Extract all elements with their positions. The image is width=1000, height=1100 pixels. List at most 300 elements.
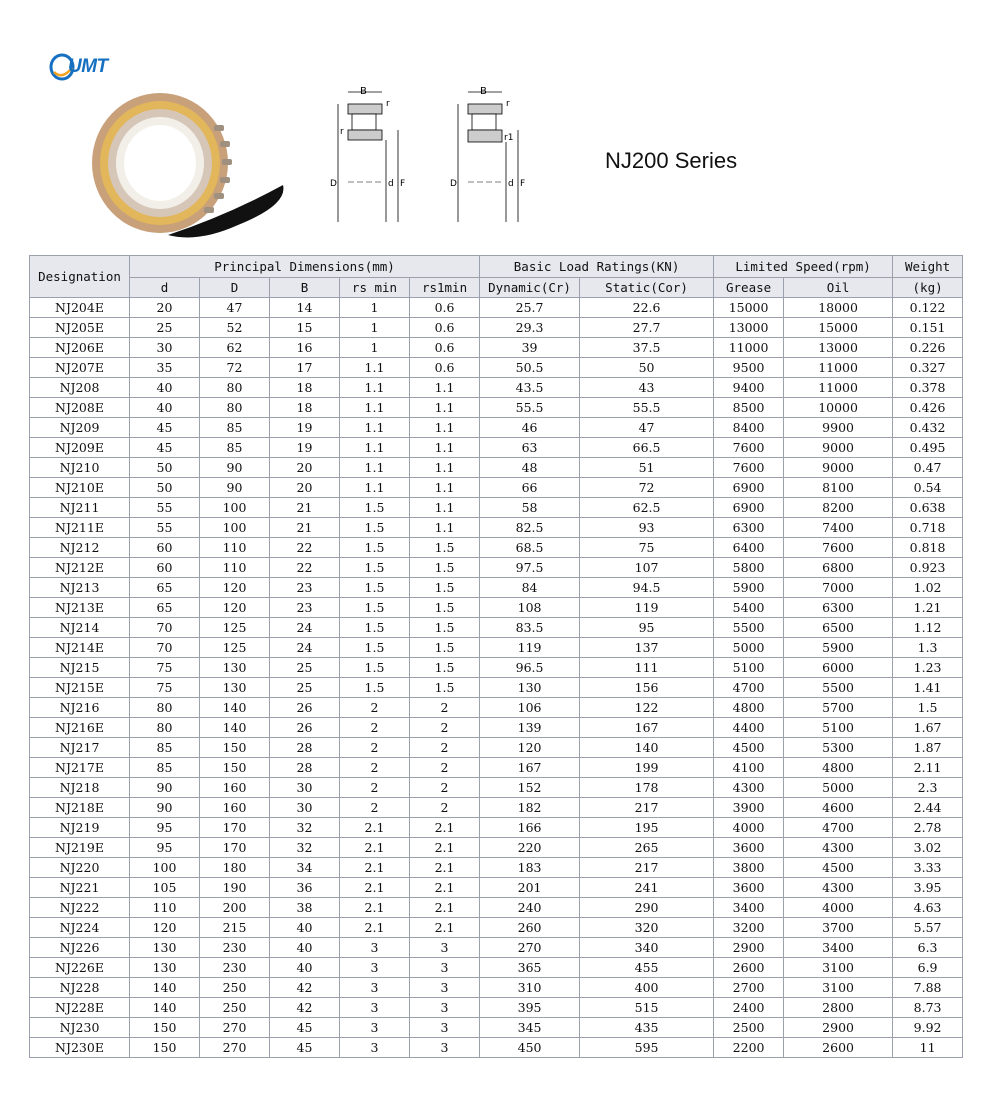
value-cell: 1.1 xyxy=(410,478,480,498)
value-cell: 1.1 xyxy=(340,438,410,458)
value-cell: 62 xyxy=(200,338,270,358)
value-cell: 1.5 xyxy=(410,658,480,678)
value-cell: 120 xyxy=(200,578,270,598)
value-cell: 8400 xyxy=(714,418,784,438)
value-cell: 90 xyxy=(200,458,270,478)
designation-cell: NJ214E xyxy=(30,638,130,658)
svg-text:D: D xyxy=(450,179,457,189)
value-cell: 5.57 xyxy=(893,918,963,938)
value-cell: 215 xyxy=(200,918,270,938)
value-cell: 50 xyxy=(130,478,200,498)
table-row xyxy=(30,578,963,598)
value-cell: 1.5 xyxy=(410,538,480,558)
value-cell: 170 xyxy=(200,818,270,838)
value-cell: 85 xyxy=(200,418,270,438)
value-cell: 1.5 xyxy=(893,698,963,718)
value-cell: 63 xyxy=(480,438,580,458)
value-cell: 50 xyxy=(580,358,714,378)
table-row xyxy=(30,1038,963,1058)
value-cell: 22.6 xyxy=(580,298,714,318)
value-cell: 51 xyxy=(580,458,714,478)
value-cell: 1.1 xyxy=(410,518,480,538)
table-row xyxy=(30,998,963,1018)
value-cell: 11000 xyxy=(784,378,893,398)
value-cell: 0.638 xyxy=(893,498,963,518)
value-cell: 3700 xyxy=(784,918,893,938)
value-cell: 270 xyxy=(200,1018,270,1038)
value-cell: 1.23 xyxy=(893,658,963,678)
value-cell: 2.1 xyxy=(340,918,410,938)
value-cell: 5900 xyxy=(714,578,784,598)
value-cell: 1 xyxy=(340,298,410,318)
value-cell: 4.63 xyxy=(893,898,963,918)
value-cell: 3.33 xyxy=(893,858,963,878)
value-cell: 167 xyxy=(580,718,714,738)
value-cell: 2.1 xyxy=(410,918,480,938)
designation-cell: NJ221 xyxy=(30,878,130,898)
value-cell: 24 xyxy=(270,638,340,658)
value-cell: 25 xyxy=(270,658,340,678)
value-cell: 3 xyxy=(410,978,480,998)
value-cell: 6.3 xyxy=(893,938,963,958)
value-cell: 6300 xyxy=(784,598,893,618)
table-row xyxy=(30,678,963,698)
value-cell: 2400 xyxy=(714,998,784,1018)
designation-cell: NJ219E xyxy=(30,838,130,858)
designation-cell: NJ212E xyxy=(30,558,130,578)
value-cell: 11000 xyxy=(784,358,893,378)
value-cell: 0.923 xyxy=(893,558,963,578)
value-cell: 2.44 xyxy=(893,798,963,818)
value-cell: 125 xyxy=(200,618,270,638)
designation-cell: NJ211 xyxy=(30,498,130,518)
value-cell: 1.5 xyxy=(340,638,410,658)
value-cell: 75 xyxy=(130,678,200,698)
table-row xyxy=(30,338,963,358)
value-cell: 1.5 xyxy=(410,618,480,638)
table-row xyxy=(30,298,963,318)
value-cell: 34 xyxy=(270,858,340,878)
designation-cell: NJ215E xyxy=(30,678,130,698)
value-cell: 39 xyxy=(480,338,580,358)
designation-cell: NJ209 xyxy=(30,418,130,438)
value-cell: 80 xyxy=(130,718,200,738)
value-cell: 200 xyxy=(200,898,270,918)
value-cell: 250 xyxy=(200,978,270,998)
value-cell: 0.47 xyxy=(893,458,963,478)
value-cell: 1.1 xyxy=(410,418,480,438)
value-cell: 1.5 xyxy=(410,558,480,578)
designation-cell: NJ210E xyxy=(30,478,130,498)
value-cell: 6500 xyxy=(784,618,893,638)
value-cell: 5700 xyxy=(784,698,893,718)
value-cell: 7000 xyxy=(784,578,893,598)
value-cell: 122 xyxy=(580,698,714,718)
value-cell: 32 xyxy=(270,818,340,838)
value-cell: 9000 xyxy=(784,438,893,458)
value-cell: 217 xyxy=(580,798,714,818)
value-cell: 1.02 xyxy=(893,578,963,598)
table-row xyxy=(30,378,963,398)
value-cell: 65 xyxy=(130,598,200,618)
value-cell: 95 xyxy=(580,618,714,638)
table-row xyxy=(30,758,963,778)
value-cell: 45 xyxy=(270,1038,340,1058)
value-cell: 0.54 xyxy=(893,478,963,498)
table-row xyxy=(30,418,963,438)
value-cell: 7600 xyxy=(714,438,784,458)
value-cell: 2900 xyxy=(714,938,784,958)
value-cell: 400 xyxy=(580,978,714,998)
designation-cell: NJ214 xyxy=(30,618,130,638)
value-cell: 28 xyxy=(270,758,340,778)
value-cell: 3 xyxy=(340,1018,410,1038)
value-cell: 160 xyxy=(200,778,270,798)
value-cell: 50 xyxy=(130,458,200,478)
table-row xyxy=(30,918,963,938)
value-cell: 26 xyxy=(270,698,340,718)
value-cell: 140 xyxy=(200,718,270,738)
value-cell: 1.21 xyxy=(893,598,963,618)
value-cell: 40 xyxy=(270,938,340,958)
table-row xyxy=(30,518,963,538)
value-cell: 2.1 xyxy=(340,838,410,858)
value-cell: 9500 xyxy=(714,358,784,378)
value-cell: 94.5 xyxy=(580,578,714,598)
value-cell: 19 xyxy=(270,438,340,458)
designation-cell: NJ228 xyxy=(30,978,130,998)
value-cell: 120 xyxy=(130,918,200,938)
designation-cell: NJ211E xyxy=(30,518,130,538)
value-cell: 25.7 xyxy=(480,298,580,318)
value-cell: 180 xyxy=(200,858,270,878)
value-cell: 70 xyxy=(130,638,200,658)
designation-cell: NJ205E xyxy=(30,318,130,338)
value-cell: 15000 xyxy=(714,298,784,318)
value-cell: 130 xyxy=(480,678,580,698)
value-cell: 125 xyxy=(200,638,270,658)
value-cell: 110 xyxy=(200,538,270,558)
value-cell: 3800 xyxy=(714,858,784,878)
value-cell: 5000 xyxy=(714,638,784,658)
value-cell: 23 xyxy=(270,598,340,618)
value-cell: 22 xyxy=(270,538,340,558)
value-cell: 37.5 xyxy=(580,338,714,358)
value-cell: 47 xyxy=(580,418,714,438)
header-designation: Designation xyxy=(30,256,130,298)
value-cell: 1.1 xyxy=(410,378,480,398)
value-cell: 365 xyxy=(480,958,580,978)
value-cell: 1.41 xyxy=(893,678,963,698)
value-cell: 4800 xyxy=(714,698,784,718)
value-cell: 1.5 xyxy=(340,538,410,558)
designation-cell: NJ210 xyxy=(30,458,130,478)
designation-cell: NJ206E xyxy=(30,338,130,358)
value-cell: 595 xyxy=(580,1038,714,1058)
brand-logo xyxy=(48,50,138,84)
value-cell: 270 xyxy=(480,938,580,958)
value-cell: 2.1 xyxy=(340,898,410,918)
value-cell: 9000 xyxy=(784,458,893,478)
value-cell: 40 xyxy=(270,958,340,978)
value-cell: 26 xyxy=(270,718,340,738)
value-cell: 1.1 xyxy=(410,498,480,518)
table-row xyxy=(30,718,963,738)
value-cell: 2.3 xyxy=(893,778,963,798)
table-row xyxy=(30,778,963,798)
subheader-cell: Dynamic(Cr) xyxy=(480,278,580,298)
value-cell: 65 xyxy=(130,578,200,598)
value-cell: 3 xyxy=(340,998,410,1018)
value-cell: 8.73 xyxy=(893,998,963,1018)
value-cell: 240 xyxy=(480,898,580,918)
value-cell: 11 xyxy=(893,1038,963,1058)
value-cell: 2500 xyxy=(714,1018,784,1038)
value-cell: 140 xyxy=(200,698,270,718)
value-cell: 50.5 xyxy=(480,358,580,378)
value-cell: 4500 xyxy=(714,738,784,758)
value-cell: 130 xyxy=(130,958,200,978)
subheader-cell: (kg) xyxy=(893,278,963,298)
value-cell: 43.5 xyxy=(480,378,580,398)
value-cell: 72 xyxy=(580,478,714,498)
value-cell: 0.426 xyxy=(893,398,963,418)
value-cell: 9.92 xyxy=(893,1018,963,1038)
value-cell: 1.1 xyxy=(340,418,410,438)
table-row xyxy=(30,598,963,618)
value-cell: 2.1 xyxy=(410,898,480,918)
table-row xyxy=(30,498,963,518)
value-cell: 100 xyxy=(200,498,270,518)
value-cell: 1.5 xyxy=(340,498,410,518)
value-cell: 7600 xyxy=(784,538,893,558)
value-cell: 55 xyxy=(130,518,200,538)
table-row xyxy=(30,458,963,478)
table-row xyxy=(30,398,963,418)
value-cell: 6900 xyxy=(714,478,784,498)
value-cell: 2 xyxy=(340,798,410,818)
value-cell: 0.378 xyxy=(893,378,963,398)
value-cell: 2 xyxy=(340,718,410,738)
value-cell: 4800 xyxy=(784,758,893,778)
designation-cell: NJ220 xyxy=(30,858,130,878)
header-principal-dimensions: Principal Dimensions(mm) xyxy=(130,256,480,278)
designation-cell: NJ230 xyxy=(30,1018,130,1038)
value-cell: 40 xyxy=(130,398,200,418)
value-cell: 2 xyxy=(410,718,480,738)
value-cell: 230 xyxy=(200,938,270,958)
value-cell: 70 xyxy=(130,618,200,638)
table-row xyxy=(30,618,963,638)
value-cell: 260 xyxy=(480,918,580,938)
value-cell: 85 xyxy=(130,758,200,778)
value-cell: 4000 xyxy=(714,818,784,838)
value-cell: 18000 xyxy=(784,298,893,318)
value-cell: 10000 xyxy=(784,398,893,418)
value-cell: 19 xyxy=(270,418,340,438)
value-cell: 95 xyxy=(130,818,200,838)
value-cell: 340 xyxy=(580,938,714,958)
value-cell: 5900 xyxy=(784,638,893,658)
value-cell: 5300 xyxy=(784,738,893,758)
value-cell: 100 xyxy=(200,518,270,538)
value-cell: 83.5 xyxy=(480,618,580,638)
value-cell: 28 xyxy=(270,738,340,758)
value-cell: 3600 xyxy=(714,878,784,898)
value-cell: 152 xyxy=(480,778,580,798)
value-cell: 105 xyxy=(130,878,200,898)
value-cell: 68.5 xyxy=(480,538,580,558)
value-cell: 2.1 xyxy=(340,818,410,838)
value-cell: 183 xyxy=(480,858,580,878)
header-weight: Weight xyxy=(893,256,963,278)
value-cell: 1.5 xyxy=(410,578,480,598)
value-cell: 515 xyxy=(580,998,714,1018)
svg-text:d: d xyxy=(388,179,394,189)
value-cell: 4700 xyxy=(714,678,784,698)
table-row xyxy=(30,318,963,338)
value-cell: 80 xyxy=(200,398,270,418)
value-cell: 3 xyxy=(340,1038,410,1058)
value-cell: 40 xyxy=(130,378,200,398)
value-cell: 18 xyxy=(270,398,340,418)
value-cell: 80 xyxy=(130,698,200,718)
value-cell: 320 xyxy=(580,918,714,938)
value-cell: 0.6 xyxy=(410,338,480,358)
value-cell: 85 xyxy=(200,438,270,458)
value-cell: 96.5 xyxy=(480,658,580,678)
value-cell: 1.5 xyxy=(410,598,480,618)
value-cell: 110 xyxy=(200,558,270,578)
designation-cell: NJ208E xyxy=(30,398,130,418)
value-cell: 2 xyxy=(340,738,410,758)
value-cell: 3600 xyxy=(714,838,784,858)
value-cell: 2 xyxy=(410,738,480,758)
table-row xyxy=(30,838,963,858)
value-cell: 2.1 xyxy=(410,878,480,898)
value-cell: 1.1 xyxy=(410,458,480,478)
value-cell: 36 xyxy=(270,878,340,898)
designation-cell: NJ215 xyxy=(30,658,130,678)
value-cell: 3 xyxy=(410,1038,480,1058)
value-cell: 6800 xyxy=(784,558,893,578)
value-cell: 66.5 xyxy=(580,438,714,458)
value-cell: 9900 xyxy=(784,418,893,438)
value-cell: 18 xyxy=(270,378,340,398)
value-cell: 2 xyxy=(410,698,480,718)
value-cell: 55.5 xyxy=(480,398,580,418)
value-cell: 20 xyxy=(270,478,340,498)
value-cell: 6400 xyxy=(714,538,784,558)
value-cell: 199 xyxy=(580,758,714,778)
designation-cell: NJ217 xyxy=(30,738,130,758)
table-row xyxy=(30,698,963,718)
value-cell: 130 xyxy=(200,678,270,698)
header-basic-load-ratings: Basic Load Ratings(KN) xyxy=(480,256,714,278)
table-row xyxy=(30,738,963,758)
value-cell: 46 xyxy=(480,418,580,438)
value-cell: 32 xyxy=(270,838,340,858)
value-cell: 108 xyxy=(480,598,580,618)
table-row xyxy=(30,878,963,898)
value-cell: 52 xyxy=(200,318,270,338)
designation-cell: NJ228E xyxy=(30,998,130,1018)
subheader-cell: d xyxy=(130,278,200,298)
value-cell: 4300 xyxy=(784,838,893,858)
value-cell: 290 xyxy=(580,898,714,918)
value-cell: 1.5 xyxy=(340,658,410,678)
value-cell: 8500 xyxy=(714,398,784,418)
value-cell: 20 xyxy=(270,458,340,478)
value-cell: 0.327 xyxy=(893,358,963,378)
value-cell: 182 xyxy=(480,798,580,818)
value-cell: 5800 xyxy=(714,558,784,578)
value-cell: 1 xyxy=(340,338,410,358)
value-cell: 4700 xyxy=(784,818,893,838)
value-cell: 14 xyxy=(270,298,340,318)
value-cell: 1.5 xyxy=(340,678,410,698)
designation-cell: NJ230E xyxy=(30,1038,130,1058)
value-cell: 66 xyxy=(480,478,580,498)
value-cell: 178 xyxy=(580,778,714,798)
table-row xyxy=(30,858,963,878)
svg-text:d: d xyxy=(508,179,514,189)
value-cell: 1.5 xyxy=(340,578,410,598)
value-cell: 90 xyxy=(130,798,200,818)
designation-cell: NJ218E xyxy=(30,798,130,818)
designation-cell: NJ226 xyxy=(30,938,130,958)
value-cell: 1.3 xyxy=(893,638,963,658)
cross-section-diagram-nj xyxy=(330,82,410,227)
value-cell: 21 xyxy=(270,498,340,518)
value-cell: 30 xyxy=(270,798,340,818)
value-cell: 95 xyxy=(130,838,200,858)
value-cell: 2.11 xyxy=(893,758,963,778)
value-cell: 5500 xyxy=(714,618,784,638)
value-cell: 4300 xyxy=(714,778,784,798)
value-cell: 170 xyxy=(200,838,270,858)
value-cell: 1.1 xyxy=(340,458,410,478)
value-cell: 35 xyxy=(130,358,200,378)
value-cell: 7600 xyxy=(714,458,784,478)
value-cell: 139 xyxy=(480,718,580,738)
designation-cell: NJ212 xyxy=(30,538,130,558)
value-cell: 0.122 xyxy=(893,298,963,318)
brand-name: UMT xyxy=(68,56,108,77)
table-row xyxy=(30,1018,963,1038)
value-cell: 110 xyxy=(130,898,200,918)
value-cell: 75 xyxy=(580,538,714,558)
value-cell: 6300 xyxy=(714,518,784,538)
value-cell: 0.432 xyxy=(893,418,963,438)
value-cell: 1.1 xyxy=(340,378,410,398)
value-cell: 3 xyxy=(410,1018,480,1038)
value-cell: 80 xyxy=(200,378,270,398)
value-cell: 3 xyxy=(410,958,480,978)
value-cell: 167 xyxy=(480,758,580,778)
value-cell: 2 xyxy=(340,698,410,718)
value-cell: 43 xyxy=(580,378,714,398)
value-cell: 90 xyxy=(200,478,270,498)
svg-text:r: r xyxy=(506,99,510,109)
series-title: NJ200 Series xyxy=(605,148,738,173)
table-row xyxy=(30,558,963,578)
value-cell: 130 xyxy=(200,658,270,678)
value-cell: 140 xyxy=(130,998,200,1018)
svg-text:F: F xyxy=(520,179,526,189)
value-cell: 24 xyxy=(270,618,340,638)
value-cell: 45 xyxy=(270,1018,340,1038)
